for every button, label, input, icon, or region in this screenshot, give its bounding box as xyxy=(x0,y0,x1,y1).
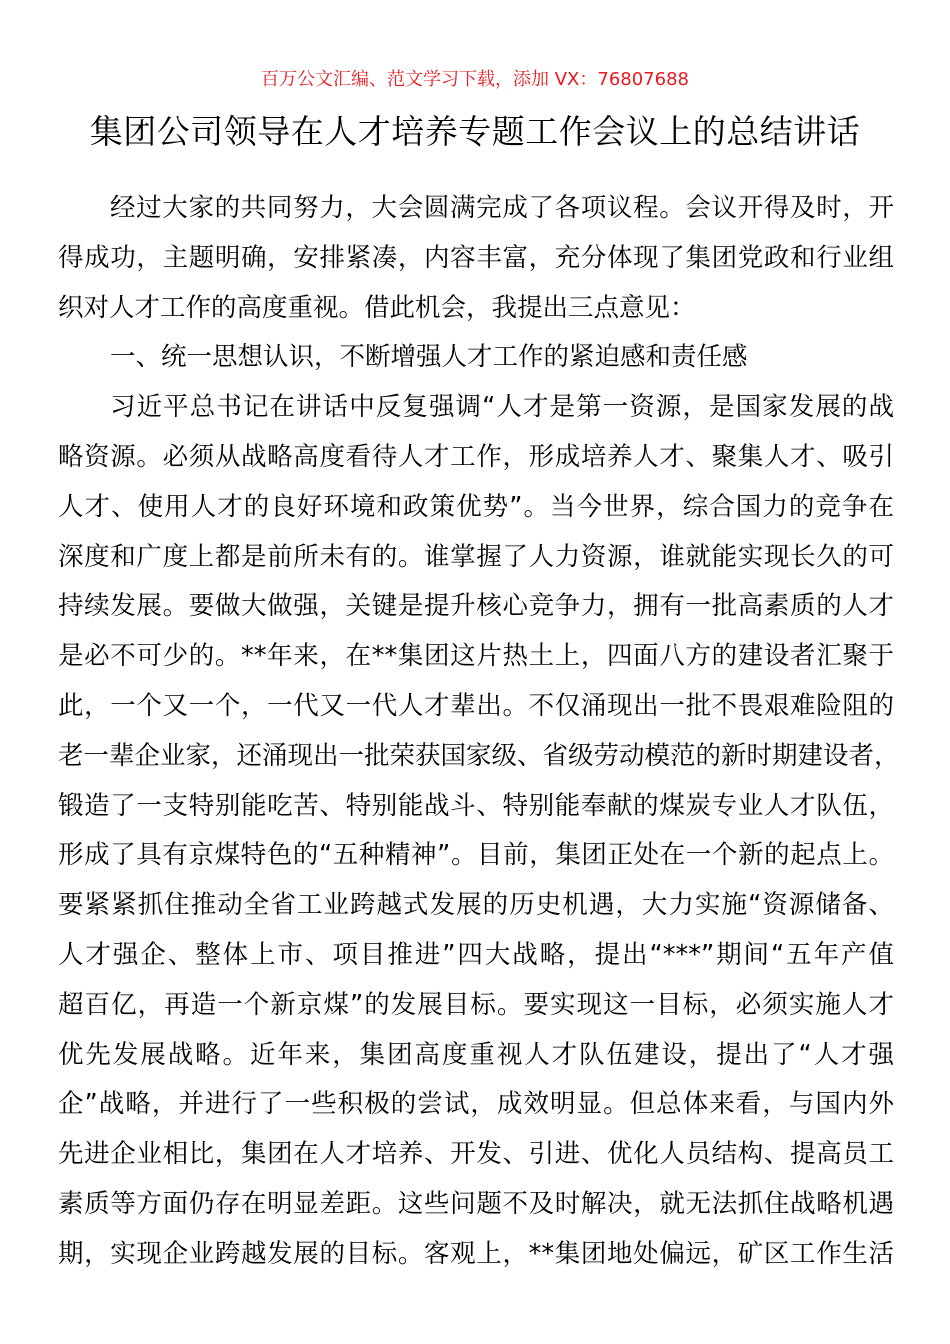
section-heading-1: 一、统一思想认识，不断增强人才工作的紧迫感和责任感 xyxy=(110,342,748,373)
document-body xyxy=(58,184,900,1280)
paragraph-2-line-7: 此，一个又一个，一代又一代人才辈出。不仅涌现出一批不畏艰难险阻的 xyxy=(58,690,894,721)
paragraph-2-line-11: 要紧紧抓住推动全省工业跨越式发展的历史机遇，大力实施“资源储备、 xyxy=(58,890,894,921)
paragraph-2-line-3: 人才、使用人才的良好环境和政策优势”。当今世界，综合国力的竞争在 xyxy=(58,491,894,522)
paragraph-2-line-15: 企”战略，并进行了一些积极的尝试，成效明显。但总体来看，与国内外 xyxy=(58,1089,894,1120)
paragraph-2-line-18: 期，实现企业跨越发展的目标。客观上，**集团地处偏远，矿区工作生活 xyxy=(58,1238,894,1269)
paragraph-2-line-1: 习近平总书记在讲话中反复强调“人才是第一资源，是国家发展的战 xyxy=(110,392,894,423)
paragraph-2-line-6: 是必不可少的。**年来，在**集团这片热土上，四面八方的建设者汇聚于 xyxy=(58,641,894,672)
watermark-header: 百万公文汇编、范文学习下载，添加 VX：76807688 xyxy=(261,69,689,90)
paragraph-1-line-2: 得成功，主题明确，安排紧凑，内容丰富，充分体现了集团党政和行业组 xyxy=(58,242,894,273)
paragraph-2-line-16: 先进企业相比，集团在人才培养、开发、引进、优化人员结构、提高员工 xyxy=(58,1139,894,1170)
paragraph-2-line-14: 优先发展战略。近年来，集团高度重视人才队伍建设，提出了“人才强 xyxy=(58,1039,894,1070)
paragraph-2-line-2: 略资源。必须从战略高度看待人才工作，形成培养人才、聚集人才、吸引 xyxy=(58,441,894,472)
paragraph-2-line-8: 老一辈企业家，还涌现出一批荣获国家级、省级劳动模范的新时期建设者， xyxy=(58,740,900,771)
paragraph-2-line-9: 锻造了一支特别能吃苦、特别能战斗、特别能奉献的煤炭专业人才队伍， xyxy=(58,790,894,821)
paragraph-1-line-3: 织对人才工作的高度重视。借此机会，我提出三点意见： xyxy=(58,292,696,323)
paragraph-2-line-13: 超百亿，再造一个新京煤”的发展目标。要实现这一目标，必须实施人才 xyxy=(58,989,894,1020)
paragraph-1-line-1: 经过大家的共同努力，大会圆满完成了各项议程。会议开得及时，开 xyxy=(110,193,894,223)
document-title: 集团公司领导在人才培养专题工作会议上的总结讲话 xyxy=(89,112,861,151)
paragraph-2-line-12: 人才强企、整体上市、项目推进”四大战略，提出“***”期间“五年产值 xyxy=(58,939,894,970)
paragraph-2-line-5: 持续发展。要做大做强，关键是提升核心竞争力，拥有一批高素质的人才 xyxy=(58,591,894,622)
paragraph-2-line-10: 形成了具有京煤特色的“五种精神”。目前，集团正处在一个新的起点上。 xyxy=(58,840,894,871)
paragraph-2-line-4: 深度和广度上都是前所未有的。谁掌握了人力资源，谁就能实现长久的可 xyxy=(58,541,894,572)
paragraph-2-line-17: 素质等方面仍存在明显差距。这些问题不及时解决，就无法抓住战略机遇 xyxy=(58,1188,894,1219)
